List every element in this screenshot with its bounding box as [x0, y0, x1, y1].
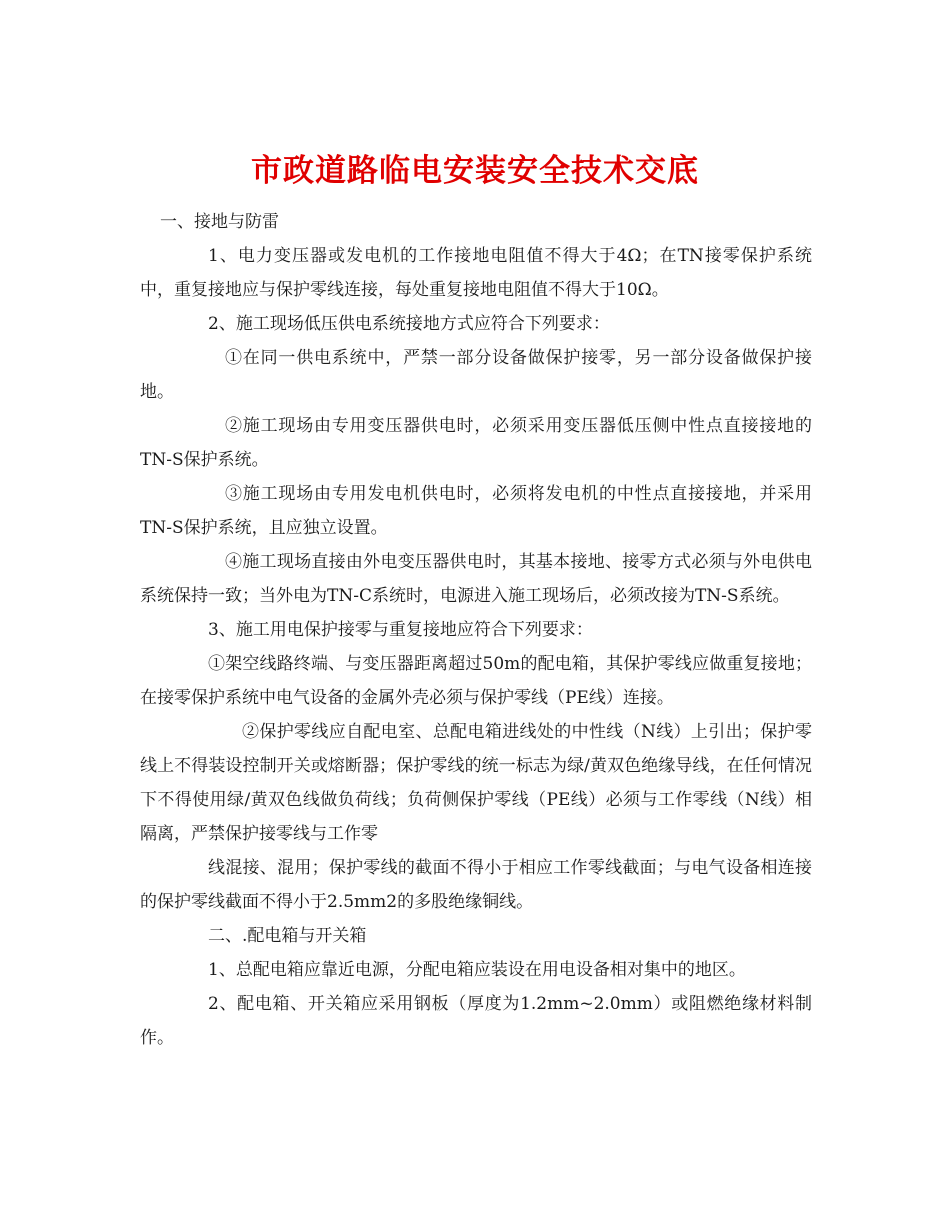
section-heading: 二、.配电箱与开关箱 [208, 926, 367, 946]
document-body [140, 205, 812, 1055]
section-heading: 一、接地与防雷 [160, 212, 279, 232]
paragraph: 2、施工现场低压供电系统接地方式应符合下列要求： [208, 314, 610, 334]
list-item: ②施工现场由专用变压器供电时，必须采用变压器低压侧中性点直接接地的TN-S保护系统。 [140, 416, 812, 470]
list-item: ④施工现场直接由外电变压器供电时，其基本接地、接零方式必须与外电供电系统保持一致；当外电为TN-C系统时，电源进入施工现场后，必须改接为TN-S系统。 [140, 552, 812, 606]
list-item: ②保护零线应自配电室、总配电箱进线处的中性线（N线）上引出；保护零线上不得装设控制开关或熔断器；保护零线的统一标志为绿/黄双色绝缘导线，在任何情况下不得使用绿/黄双色线做负荷线；负荷侧保护零线（PE线）必须与工作零线（N线）相隔离，严禁保护接零线与工作零 [140, 722, 812, 844]
paragraph: 1、电力变压器或发电机的工作接地电阻值不得大于4Ω；在TN接零保护系统中，重复接地应与保护零线连接，每处重复接地电阻值不得大于10Ω。 [140, 246, 812, 300]
list-item: ①架空线路终端、与变压器距离超过50m的配电箱，其保护零线应做重复接地；在接零保护系统中电气设备的金属外壳必须与保护零线（PE线）连接。 [140, 654, 812, 708]
paragraph: 3、施工用电保护接零与重复接地应符合下列要求： [208, 620, 593, 640]
paragraph: 2、配电箱、开关箱应采用钢板（厚度为1.2mm~2.0mm）或阻燃绝缘材料制作。 [140, 994, 812, 1048]
list-item: ③施工现场由专用发电机供电时，必须将发电机的中性点直接接地，并采用TN-S保护系统，且应独立设置。 [140, 484, 812, 538]
list-item: ①在同一供电系统中，严禁一部分设备做保护接零，另一部分设备做保护接地。 [140, 348, 812, 402]
paragraph: 1、总配电箱应靠近电源，分配电箱应装设在用电设备相对集中的地区。 [208, 960, 746, 980]
document-title: 市政道路临电安装安全技术交底 [251, 152, 699, 189]
paragraph: 线混接、混用；保护零线的截面不得小于相应工作零线截面；与电气设备相连接的保护零线截面不得小于2.5mm2的多股绝缘铜线。 [140, 858, 812, 912]
